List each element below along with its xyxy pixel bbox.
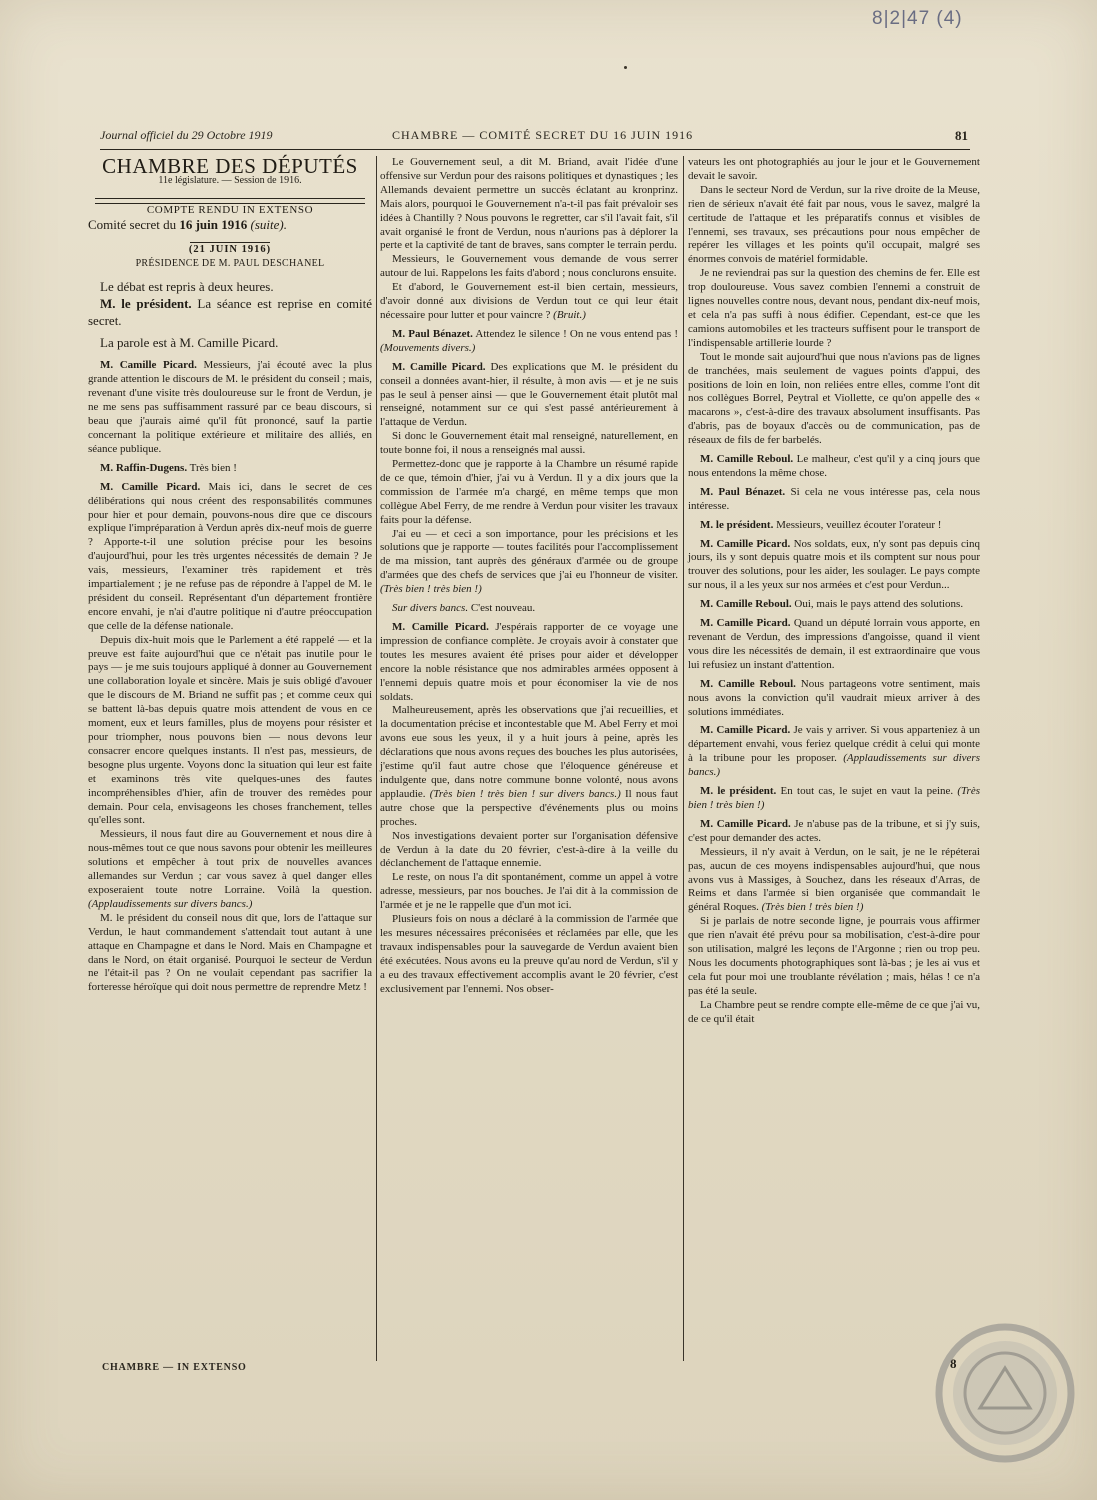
paragraph (88, 828, 372, 911)
paragraph (688, 519, 980, 533)
chamber-title: CHAMBRE DES DÉPUTÉS (102, 154, 358, 178)
speech: Mais ici, dans le secret de ces délibérations qui nous créent des responsabilités communes pour hier et pour demain, pouvons-nous dire que ce discours explique l'impréparation à Verdun après dix-neuf mois de guerre ? Apporte-t-il une solution précise pour les besoins d'aujourd'hui, pour les très urgentes nécessités de demain ? Je vais, messieurs, l'examiner très rapidement et très impartialement ; je ne refuse pas de répondre à l'appel de M. le président du conseil. Représentant d'un département frontière encore envahi, je n'ai d'autre politique ni d'autre préoccupation que celle de la défense nationale. (88, 480, 373, 632)
paragraph: Permettez-donc que je rapporte à la Chambre un résumé rapide de ce que, témoin d'hier, j'ai vu à Verdun. Il y a dix jours que la commission de l'armée m'a chargé, en même temps que mon collègue Abel Ferry, de me rendre à Verdun pour visiter les travaux faits pour la défense. (380, 458, 678, 526)
paragraph (688, 617, 980, 673)
paragraph (688, 678, 980, 720)
paragraph (380, 602, 678, 616)
speaker: M. le président. (100, 296, 192, 312)
reaction: (Très bien ! très bien !) (380, 583, 482, 596)
speech: Oui, mais le pays attend des solutions. (791, 598, 964, 611)
speech: J'espérais rapporter de ce voyage une impression de confiance complète. Je croyais avoir à constater que toutes les mesures avaient été prises pour aider et développer encore la noble résistance que nos admirables armées opposent à l'ennemi depuis quatre mois et pour économiser la vie de nos soldats. (380, 621, 678, 703)
paragraph (380, 704, 678, 829)
reaction: (Très bien ! très bien !) (688, 785, 980, 811)
speech: Nos soldats, eux, n'y sont pas depuis cinq jours, ils y sont depuis quatre mois et ils comptent sur nous pour trouver des solutions, pour les aider, les soulager. Le pays compte sur nous, il a les yeux sur nos armées et c'est pour Verdun... (688, 537, 980, 592)
paragraph (688, 598, 980, 612)
running-head-journal: Journal officiel du 29 Octobre 1919 (100, 128, 273, 142)
sheet-number: 8 (950, 1356, 957, 1371)
speech: Messieurs, veuillez écouter l'orateur ! (773, 518, 942, 531)
reaction: Sur divers bancs. (392, 602, 469, 615)
handwritten-annotation: 8|2|47 (4) (872, 8, 963, 29)
session-date: (21 JUIN 1916) (188, 243, 272, 255)
speaker: M. Paul Bénazet. (392, 327, 473, 340)
paragraph: Messieurs, le Gouvernement vous demande de vous serrer autour de lui. Rappelons les faits d'abord ; nous conclurons ensuite. (380, 253, 678, 280)
speaker: M. Camille Picard. (100, 480, 201, 493)
archive-seal-stamp (930, 1318, 1080, 1468)
paragraph: La parole est à M. Camille Picard. (100, 335, 279, 351)
speech: Des explications que M. le président du conseil a données avant-hier, il résulte, à mon avis — et je ne suis pas le seul à penser ainsi — que le Gouvernement était plutôt mal renseigné, notamment sur ce qui s'est passé antérieurement à l'attaque de Verdun. (380, 360, 678, 429)
legislature-line: 11e législature. — Session de 1916. (158, 174, 302, 186)
speaker: M. Camille Reboul. (700, 598, 792, 611)
paragraph (380, 328, 678, 356)
paragraph: Le reste, on nous l'a dit spontanément, comme un appel à votre adresse, messieurs, par nos bouches. Je l'ai dit à la commission de l'armée et je ne le rappelle que d'un mot ici. (380, 871, 678, 912)
speech: Nous partageons votre sentiment, mais nous avons la conviction qu'il vaudrait mieux arriver à des solutions immédiates. (688, 677, 980, 718)
speaker: M. Camille Picard. (100, 359, 197, 372)
paragraph (380, 528, 678, 598)
column-3 (688, 156, 980, 1026)
speaker: M. le président. (700, 518, 774, 531)
reaction: (Applaudissements sur divers bancs.) (688, 752, 980, 779)
reaction: (Applaudissements sur divers bancs.) (88, 897, 253, 910)
column-divider-1 (376, 156, 377, 1361)
speech: Attendez le silence ! On ne vous entend pas ! (472, 327, 678, 340)
speech: Il nous faut autre chose que la perspective d'événements plus ou moins proches. (380, 787, 678, 828)
comite-secret-heading (88, 218, 372, 232)
paragraph: Je ne reviendrai pas sur la question des chemins de fer. Elle est trop douloureuse. Vous savez combien l'ennemi a construit de lignes nouvelles contre nous, devant nous, pendant dix-neuf mois, et cela n'a pas suffi à nous édifier. Cependant, est-ce que les camions automobiles et les tracteurs suffisent pour le transport de l'indispensable artillerie lourde ? (688, 267, 980, 349)
compte-rendu-heading: COMPTE RENDU IN EXTENSO (146, 203, 314, 216)
paragraph (688, 724, 980, 780)
paragraph: Tout le monde sait aujourd'hui que nous n'avions pas de lignes de tranchées, mais seulement de vagues points d'appui, des positions de loin en loin, non reliées entre elles, comme l'ont dit nos collègues Borrel, Peytral et Viollette, ce qu'on appelle des « macarons », c'est-à-dire des travaux absolument insuffisants. Pas d'abris, pas de boyaux d'accès ou de communication, pas de réseaux de fils de fer barbelés. (688, 350, 980, 447)
presidence-line: PRÉSIDENCE DE M. PAUL DESCHANEL (135, 257, 325, 269)
paragraph (380, 281, 678, 323)
speaker: M. Camille Picard. (700, 724, 791, 737)
speech: Très bien ! (187, 461, 237, 474)
paragraph (88, 359, 372, 456)
speech: Malheureusement, après les observations que j'ai recueillies, et la documentation précise et incontestable que M. Abel Ferry et moi avons eue sous les yeux, il y a huit jours à peine, après les déclarations que nous avons reçues des bouches les plus autorisées, j'estime qu'il faut autre chose que l'éloquence généreuse et indulgente que, dans notre commune bonne volonté, nous avons applaudie. (380, 704, 678, 800)
speaker: M. Camille Picard. (392, 621, 489, 633)
speech: Le malheur, c'est qu'il y a cinq jours que nous entendons la même chose. (688, 453, 980, 479)
speech: Si cela ne vous intéresse pas, cela nous intéresse. (688, 485, 981, 512)
reaction: (Bruit.) (550, 308, 586, 321)
ink-spot (624, 66, 627, 69)
paragraph: Dans le secteur Nord de Verdun, sur la rive droite de la Meuse, rien de sérieux n'avait été fait par nous, vous le savez, malgré la certitude de l'attaque et les préparatifs connus et visibles de l'ennemi, ses travaux, ses précautions pour nous empêcher de repérer les villages et les points qu'il occupait, malgré ses énormes convois de matériel formidable. (688, 183, 980, 266)
page-number: 81 (955, 128, 968, 143)
paragraph (380, 621, 678, 704)
opening-block (88, 278, 372, 351)
speaker: M. Camille Picard. (700, 817, 791, 830)
column-divider-2 (683, 156, 684, 1361)
paragraph: Le Gouvernement seul, a dit M. Briand, avait l'idée d'une offensive sur Verdun pour des raisons politiques et dynastiques ; les Allemands devaient permettre un succès éclatant au kronprinz. Mais alors, pourquoi le Gouvernement n'a-t-il pas fait prévaloir ses idées à Chantilly ? Nous pouvons le regretter, car s'il l'avait fait, s'il avait organisé le front de Verdun, nous n'aurions pas à déplorer la perte et la captivité de tant de braves, sans compter le terrain perdu. (380, 156, 678, 252)
speaker: M. Camille Reboul. (700, 677, 796, 690)
speech: Messieurs, il n'y avait à Verdun, on le sait, je ne le répéterai pas, aucun de ces moyens indispensables aujourd'hui, que nous avons vus à Massiges, à Souchez, dans les réseaux d'Arras, de Reims et dans l'armée si bien organisée que commandait le général Roques. (688, 845, 980, 914)
comite-suffix: (suite). (250, 216, 287, 232)
paragraph (688, 538, 980, 594)
speech: Je n'abuse pas de la tribune, et si j'y suis, c'est pour demander des actes. (688, 817, 980, 844)
paragraph: Le débat est repris à deux heures. (100, 279, 274, 295)
footer-signature: CHAMBRE — IN EXTENSO (102, 1362, 247, 1373)
speaker: M. Camille Picard. (700, 617, 791, 630)
speech: En tout cas, le sujet en vaut la peine. (776, 785, 954, 798)
column-1 (88, 154, 373, 995)
comite-prefix: Comité secret du (88, 216, 177, 232)
paragraph (88, 481, 372, 634)
speaker: M. Raffin-Dugens. (100, 461, 188, 474)
paragraph: M. le président du conseil nous dit que, lors de l'attaque sur Verdun, le haut commandement s'attendait tout autant à une attaque en Champagne et dans le Nord. Mais en Champagne et dans le Nord, on était organisé. Pourquoi le secteur de Verdun ne l'était-il pas ? On ne voulait cependant pas sacrifier la forteresse héroïque qui doit nous permettre de reprendre Metz ! (88, 911, 372, 994)
speech: Messieurs, il nous faut dire au Gouvernement et nous dire à nous-mêmes tout ce que nous savons pour obtenir les meilleures solutions et empêcher à tout prix de nouvelles avances allemandes sur Verdun ; car vous savez à quel danger elles exposeraient toute notre Lorraine. Voilà la question. (88, 828, 372, 896)
speech: La séance est reprise en comité secret. (88, 296, 373, 329)
header-rule (100, 149, 970, 150)
paragraph (688, 453, 980, 481)
paragraph (688, 486, 980, 514)
reaction: (Mouvements divers.) (380, 341, 476, 354)
paragraph: vateurs les ont photographiés au jour le jour et le Gouvernement devait le savoir. (688, 156, 980, 182)
speech: Quand un député lorrain vous apporte, en revenant de Verdun, des impressions d'angoisse, quand il vient vous dire les nécessités de demain, il est extraordinaire que vous lui refusiez un instant d'attention. (688, 617, 980, 671)
column-2 (380, 156, 678, 996)
speaker: M. Camille Picard. (392, 360, 486, 373)
paragraph: La Chambre peut se rendre compte elle-même de ce que j'ai vu, de ce qu'il était (688, 998, 980, 1025)
speaker: M. Camille Picard. (700, 537, 791, 550)
comite-date: 16 juin 1916 (179, 216, 248, 232)
paragraph (688, 846, 980, 916)
paragraph (688, 785, 980, 813)
paragraph (88, 462, 372, 476)
speaker: M. le président. (700, 785, 777, 798)
speech: Et d'abord, le Gouvernement est-il bien certain, messieurs, d'avoir donné aux divisions de Verdun tout ce qui leur était nécessaire pour lutter et pour vaincre ? (380, 281, 678, 321)
speech: Messieurs, j'ai écouté avec la plus grande attention le discours de M. le président du conseil ; mais, revenant d'une visite très douloureuse sur le front de Verdun, je ne me sens pas suffisamment rassuré par ce beau discours, si beau que j'aurais aimé qu'il fût prononcé, sauf la partie concernant la politique extérieure et militaire des alliés, en séance publique. (88, 359, 372, 455)
speech: Je vais y arriver. Si vous apparteniez à un département envahi, vous feriez quelque crédit à celui qui monte à la tribune pour les proposer. (688, 724, 980, 765)
paragraph: Nos investigations devaient porter sur l'organisation défensive de Verdun à la date du 20 février, c'est-à-dire à la veille du déclanchement de l'attaque ennemie. (380, 829, 678, 870)
speaker: M. Paul Bénazet. (700, 485, 786, 498)
running-head (100, 128, 968, 148)
paragraph (688, 818, 980, 846)
paragraph: Plusieurs fois on nous a déclaré à la commission de l'armée que les mesures nécessaires préconisées et réclamées par elle, que les travaux indispensables pour la sauvegarde de Verdun avaient bien été exécutées. Nous avons eu la preuve qu'au nord de Verdun, s'il y a eu des travaux effectivement accomplis avant le 20 février, c'est exclusivement par l'ennemi. Nos obser- (380, 913, 678, 995)
paragraph (380, 361, 678, 431)
running-head-section: CHAMBRE — COMITÉ SECRET DU 16 JUIN 1916 (392, 128, 694, 142)
paragraph: Depuis dix-huit mois que le Parlement a été rappelé — et la preuve est faite aujourd'hui que ce n'était pas inutile pour le pays — je me suis toujours appliqué à donner au Gouvernement une collaboration loyale et sincère. Mais je suis obligé d'avouer que le discours de M. Briand ne suffit pas ; et comme ceux qui se battent là-bas depuis quatre mois attendent de vous en ce moment, eux et leurs familles, plus de moyens pour résister et pour triompher, nous pouvons bien — nous devons leur consacrer encore quelques instants. Il n'est pas, messieurs, de besogne plus urgente. Voyons donc la situation qui leur est faite et examinons très vite quelques-unes des fautes incompréhensibles d'hier, afin de trouver des remèdes pour demain. Pour cela, envisageons les choses franchement, telles qu'elles sont. (88, 633, 372, 827)
paragraph: Si donc le Gouvernement était mal renseigné, naturellement, en toute bonne foi, il nous a renseignés mal aussi. (380, 430, 678, 457)
speech: J'ai eu — et ceci a son importance, pour les précisions et les solutions que je rapporte — toutes facilités pour l'accomplissement de ma mission, tant auprès des généraux d'armée ou de groupe d'armées que des chefs de services que j'ai eu l'honneur de visiter. (380, 527, 678, 582)
speaker: M. Camille Reboul. (700, 453, 794, 466)
paragraph (88, 295, 372, 329)
reaction: (Très bien ! très bien !) (758, 901, 864, 914)
speech: C'est nouveau. (468, 602, 536, 615)
paragraph: Si je parlais de notre seconde ligne, je pourrais vous affirmer que rien n'avait été prévu pour sa mobilisation, c'est-à-dire pour son utilisation, malgré les leçons de l'Argonne ; rien ou trop peu. Nous les documents photographiques sont là-bas ; je les ai vus et cela fut pour moi une troublante révélation ; mais, hélas ! ce n'a pas été la seule. (688, 915, 980, 997)
reaction: (Très bien ! très bien ! sur divers bancs.) (425, 787, 621, 800)
